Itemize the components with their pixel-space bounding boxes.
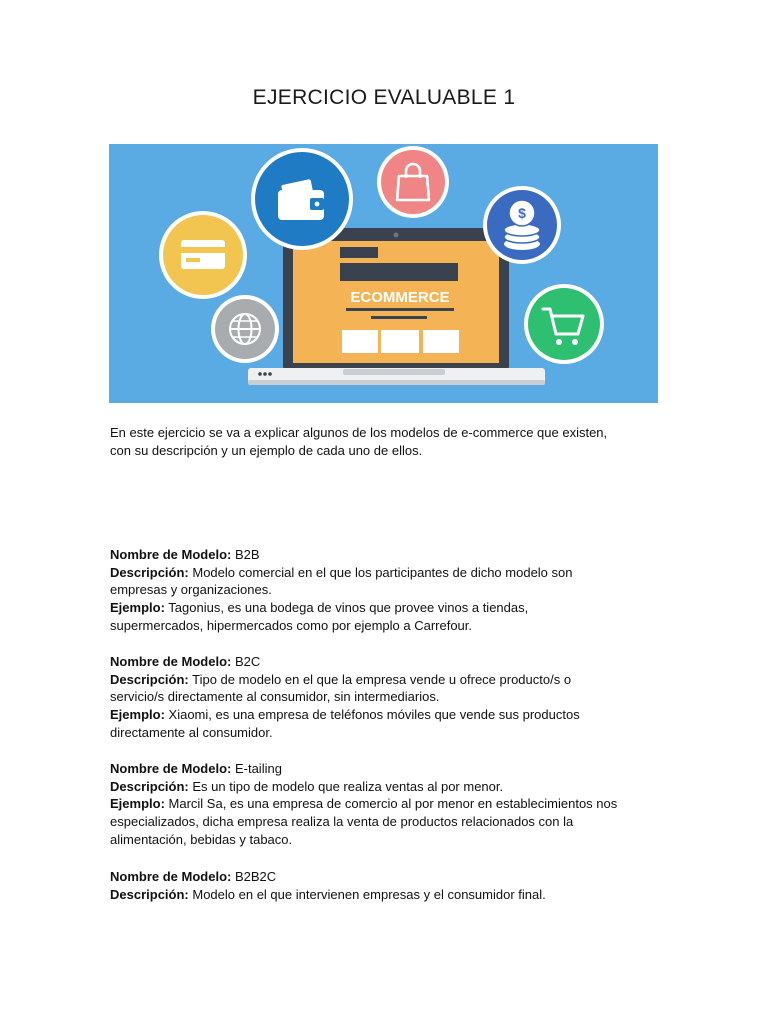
example-text: Marcil Sa, es una empresa de comercio al por menor en establecimientos nos <box>168 796 618 812</box>
example-text: Tagonius, es una bodega de vinos que provee vinos a tiendas, <box>168 600 529 616</box>
example-text: directamente al consumidor. <box>110 724 273 740</box>
intro-paragraph <box>110 424 670 460</box>
description-text: Es un tipo de modelo que realiza ventas al por menor. <box>192 778 504 794</box>
model-name: B2B2C <box>234 869 277 884</box>
model-name: B2B <box>234 547 260 562</box>
description-text: servicio/s directamente al consumidor, sin intermediarios. <box>110 689 440 705</box>
model-section-b2b <box>110 546 670 635</box>
ecommerce-banner-image <box>109 144 658 403</box>
model-name-label: Nombre de Modelo: <box>110 761 232 776</box>
screen-text: ECOMMERCE <box>350 289 450 306</box>
model-name-label: Nombre de Modelo: <box>110 654 232 669</box>
shopping-bag-icon <box>377 146 449 218</box>
globe-icon <box>211 295 279 363</box>
description-label: Descripción: <box>110 564 189 580</box>
example-text: alimentación, bebidas y tabaco. <box>110 831 293 847</box>
model-section-b2c <box>110 653 670 742</box>
shopping-cart-icon <box>524 284 604 364</box>
model-name-label: Nombre de Modelo: <box>110 547 232 562</box>
example-label: Ejemplo: <box>110 796 165 812</box>
description-text: Modelo en el que intervienen empresas y el consumidor final. <box>192 886 546 902</box>
example-text: especializados, dicha empresa realiza la venta de productos relacionados con la <box>110 814 574 830</box>
example-text: supermercados, hipermercados como por ejemplo a Carrefour. <box>110 617 473 633</box>
description-label: Descripción: <box>110 778 189 794</box>
model-section-etailing <box>110 760 670 849</box>
description-label: Descripción: <box>110 886 189 902</box>
description-text: Modelo comercial en el que los participantes de dicho modelo son <box>192 564 573 580</box>
wallet-icon <box>251 148 353 250</box>
ecommerce-illustration <box>109 144 658 403</box>
description-text: Tipo de modelo en el que la empresa vende u ofrece producto/s o <box>192 671 572 687</box>
description-text: empresas y organizaciones. <box>110 582 272 598</box>
model-section-b2b2c <box>110 868 670 903</box>
model-name-label: Nombre de Modelo: <box>110 869 232 884</box>
intro-line: con su descripción y un ejemplo de cada uno de ellos. <box>110 443 423 458</box>
svg-text:$: $ <box>518 205 526 221</box>
example-label: Ejemplo: <box>110 707 165 723</box>
description-label: Descripción: <box>110 671 189 687</box>
page-title: EJERCICIO EVALUABLE 1 <box>252 86 516 109</box>
model-name: B2C <box>234 654 261 669</box>
example-label: Ejemplo: <box>110 600 165 616</box>
intro-line: En este ejercicio se va a explicar algunos de los modelos de e-commerce que existen, <box>110 425 608 440</box>
coins-icon <box>483 186 561 264</box>
example-text: Xiaomi, es una empresa de teléfonos móviles que vende sus productos <box>168 707 580 723</box>
model-name: E-tailing <box>234 761 282 776</box>
credit-card-icon <box>159 211 247 299</box>
